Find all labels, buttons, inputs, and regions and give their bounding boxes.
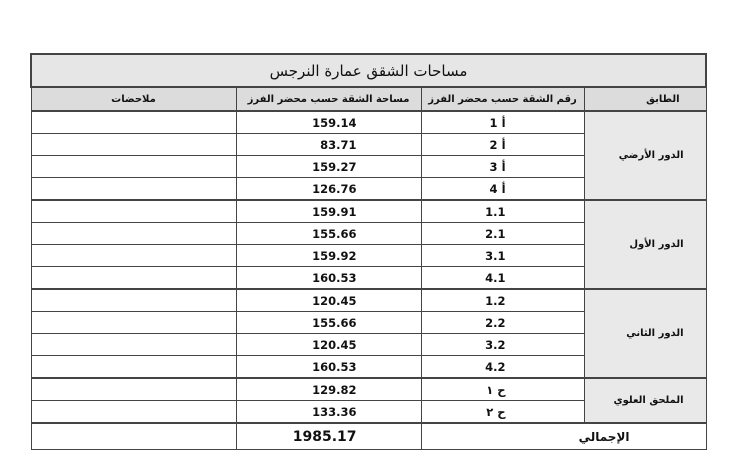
total-row bbox=[31, 423, 706, 450]
apartment-cell: ح ١ bbox=[421, 378, 584, 401]
area-cell: 159.91 bbox=[236, 200, 421, 223]
area-cell: 155.66 bbox=[236, 223, 421, 245]
table-row bbox=[31, 289, 706, 312]
total-value: 1985.17 bbox=[236, 423, 421, 450]
note-cell bbox=[31, 223, 236, 245]
area-cell: 120.45 bbox=[236, 334, 421, 356]
apartment-cell: 3.2 bbox=[421, 334, 584, 356]
apartment-cell: 2.2 bbox=[421, 312, 584, 334]
floor-cell: الدور الثاني bbox=[584, 289, 706, 378]
area-cell: 120.45 bbox=[236, 289, 421, 312]
area-cell: 160.53 bbox=[236, 356, 421, 379]
floor-cell: الدور الأول bbox=[584, 200, 706, 289]
note-cell bbox=[31, 178, 236, 201]
note-cell bbox=[31, 134, 236, 156]
apartment-cell: أ 2 bbox=[421, 134, 584, 156]
note-cell bbox=[31, 200, 236, 223]
apartment-cell: ح ٢ bbox=[421, 401, 584, 424]
area-cell: 133.36 bbox=[236, 401, 421, 424]
header-area: مساحة الشقة حسب محضر الفرز bbox=[236, 87, 421, 111]
table-row bbox=[31, 200, 706, 223]
area-cell: 129.82 bbox=[236, 378, 421, 401]
note-cell bbox=[31, 334, 236, 356]
header-row bbox=[31, 87, 706, 111]
area-cell: 83.71 bbox=[236, 134, 421, 156]
table-row bbox=[31, 378, 706, 401]
note-cell bbox=[31, 156, 236, 178]
note-cell bbox=[31, 356, 236, 379]
note-cell bbox=[31, 289, 236, 312]
table-row bbox=[31, 111, 706, 134]
area-cell: 159.92 bbox=[236, 245, 421, 267]
apartment-cell: 3.1 bbox=[421, 245, 584, 267]
floor-cell: الدور الأرضي bbox=[584, 111, 706, 200]
apartment-cell: 1.1 bbox=[421, 200, 584, 223]
apartment-cell: 4.2 bbox=[421, 356, 584, 379]
table-title: مساحات الشقق عمارة النرجس bbox=[31, 54, 706, 87]
area-cell: 126.76 bbox=[236, 178, 421, 201]
apartment-cell: أ 1 bbox=[421, 111, 584, 134]
note-cell bbox=[31, 111, 236, 134]
note-cell bbox=[31, 312, 236, 334]
header-apartment: رقم الشقة حسب محضر الفرز bbox=[421, 87, 584, 111]
note-cell bbox=[31, 267, 236, 290]
apartments-area-table bbox=[30, 53, 707, 450]
apartment-cell: 1.2 bbox=[421, 289, 584, 312]
apartments-area-sheet bbox=[30, 53, 705, 450]
note-cell bbox=[31, 245, 236, 267]
apartment-cell: أ 4 bbox=[421, 178, 584, 201]
header-notes: ملاحضات bbox=[31, 87, 236, 111]
total-note-cell bbox=[31, 423, 236, 450]
area-cell: 160.53 bbox=[236, 267, 421, 290]
area-cell: 159.27 bbox=[236, 156, 421, 178]
apartment-cell: أ 3 bbox=[421, 156, 584, 178]
area-cell: 159.14 bbox=[236, 111, 421, 134]
area-cell: 155.66 bbox=[236, 312, 421, 334]
apartment-cell: 2.1 bbox=[421, 223, 584, 245]
note-cell bbox=[31, 378, 236, 401]
note-cell bbox=[31, 401, 236, 424]
apartment-cell: 4.1 bbox=[421, 267, 584, 290]
header-floor: الطابق bbox=[584, 87, 706, 111]
total-label: الإجمالي bbox=[421, 423, 706, 450]
floor-cell: الملحق العلوي bbox=[584, 378, 706, 423]
